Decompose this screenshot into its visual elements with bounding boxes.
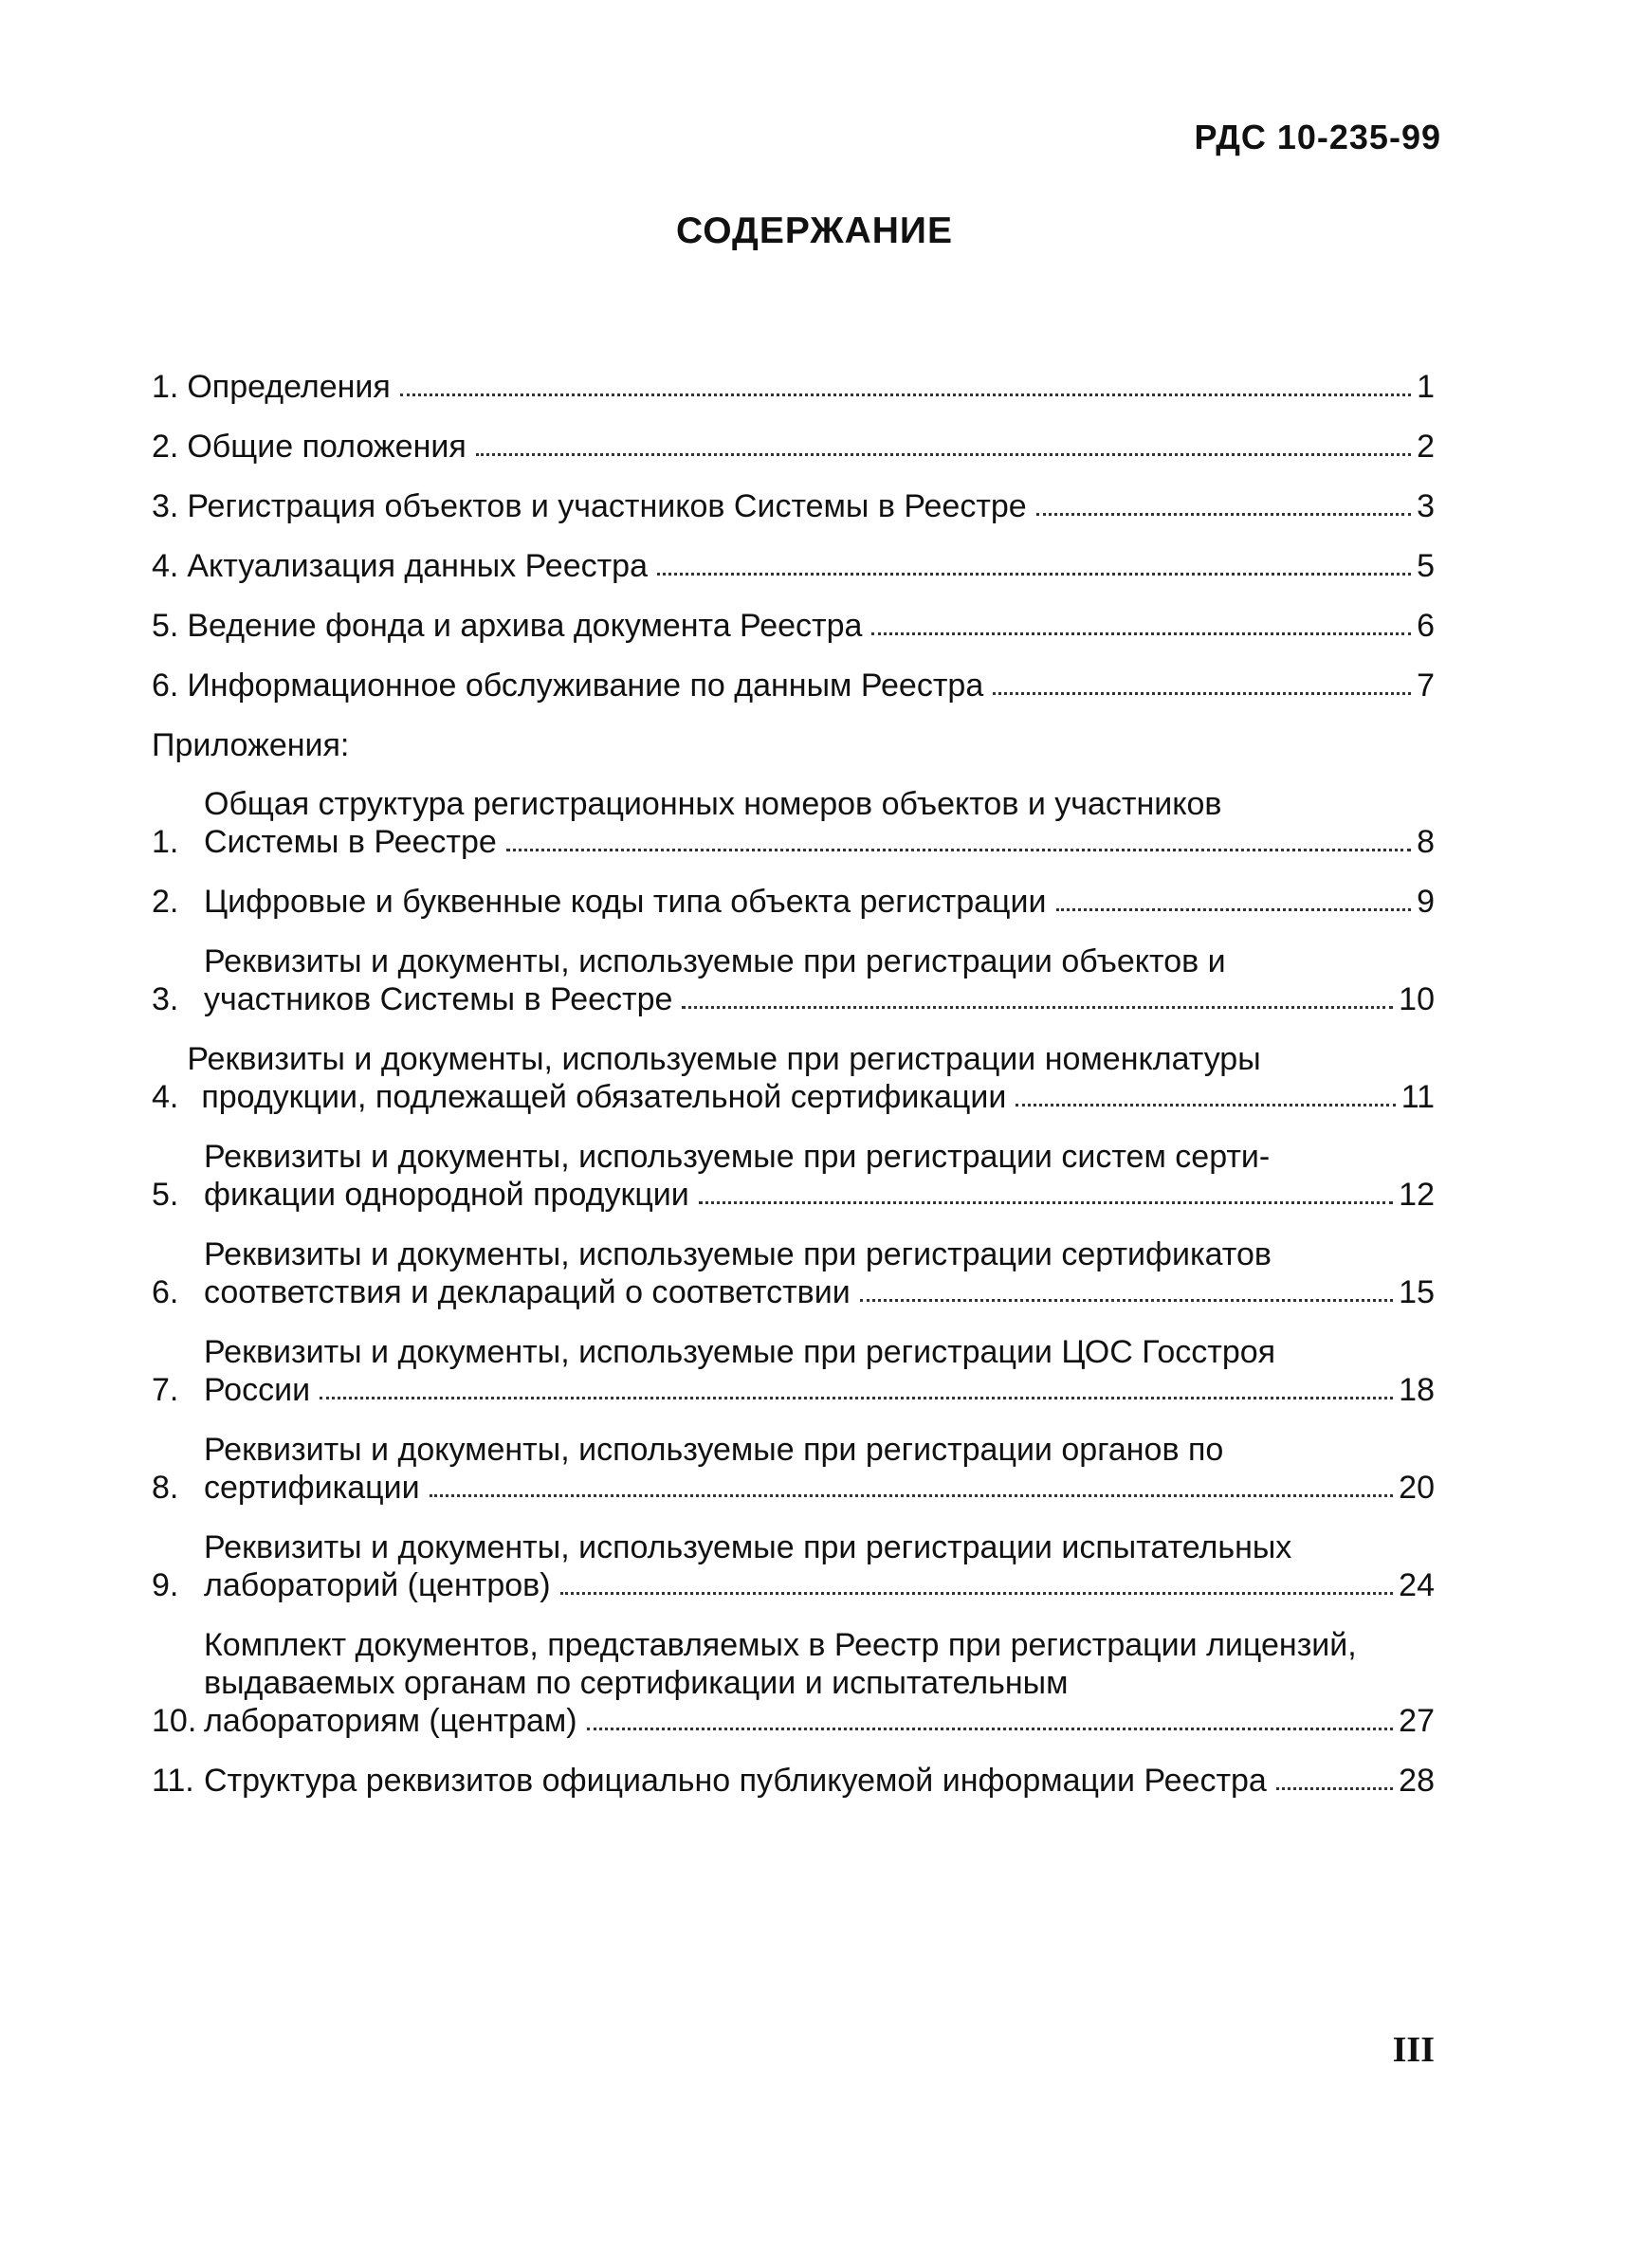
toc-entry-title-continued: фикации однородной продукции	[204, 1177, 689, 1213]
toc-entry-number: 5.	[152, 608, 179, 644]
toc-entry-appendix-4	[152, 1040, 1435, 1116]
toc-entry-title-continued: продукции, подлежащей обязательной сертификации	[201, 1079, 1007, 1115]
dot-leader	[682, 1006, 1393, 1009]
toc-entry-section-2	[152, 428, 1435, 466]
toc-entry-title-continued: участников Системы в Реестре	[204, 981, 673, 1017]
toc-entry-title: Актуализация данных Реестра	[187, 548, 649, 584]
toc-entry-title-continued: лабораториям (центрам)	[204, 1703, 577, 1739]
toc-entry-number: 10.	[152, 1703, 197, 1739]
toc-entry-section-5	[152, 607, 1435, 645]
toc-entry-title: Комплект документов, представляемых в Реестр при регистрации лицензий, выдаваемых органам по сертификации и испытательным	[204, 1627, 1357, 1701]
toc-entry-page: 1	[1417, 369, 1435, 405]
dot-leader	[860, 1299, 1393, 1302]
toc-entry-appendix-6	[152, 1235, 1435, 1311]
dot-leader	[476, 453, 1411, 456]
dot-leader	[560, 1592, 1394, 1595]
toc-entry-number: 8.	[152, 1470, 179, 1506]
table-of-contents	[152, 368, 1435, 1821]
toc-entry-title: Определения	[187, 369, 391, 405]
toc-entry-title-continued: России	[204, 1372, 311, 1408]
toc-entry-number: 4.	[152, 1079, 179, 1115]
dot-leader	[1056, 908, 1412, 911]
appendices-heading: Приложения:	[152, 727, 350, 763]
toc-entry-number: 2.	[152, 884, 179, 920]
toc-entry-title: Реквизиты и документы, используемые при регистрации номенклатуры	[187, 1041, 1261, 1077]
dot-leader	[657, 573, 1411, 576]
page-number: III	[1392, 2030, 1435, 2070]
toc-entry-page: 9	[1417, 884, 1435, 920]
toc-entry-number: 5.	[152, 1177, 179, 1213]
toc-entry-page: 2	[1417, 429, 1435, 465]
toc-entry-page: 10	[1399, 981, 1435, 1017]
toc-entry-page: 5	[1417, 548, 1435, 584]
dot-leader	[506, 849, 1411, 851]
dot-leader	[430, 1494, 1394, 1497]
toc-entry-appendix-7	[152, 1333, 1435, 1409]
dot-leader	[1036, 513, 1411, 516]
toc-entry-page: 28	[1399, 1763, 1435, 1799]
toc-entry-number: 1.	[152, 369, 179, 405]
toc-entry-number: 6.	[152, 668, 179, 704]
document-code: РДС 10-235-99	[1194, 118, 1441, 156]
toc-entry-page: 7	[1417, 668, 1435, 704]
toc-entry-number: 4.	[152, 548, 179, 584]
toc-entry-number: 11.	[152, 1763, 194, 1799]
dot-leader	[320, 1397, 1393, 1399]
toc-entry-title: Регистрация объектов и участников Системы в Реестре	[187, 488, 1027, 524]
toc-entry-page: 27	[1399, 1703, 1435, 1739]
toc-entry-page: 20	[1399, 1470, 1435, 1506]
toc-entry-section-6	[152, 667, 1435, 704]
toc-entry-page: 6	[1417, 608, 1435, 644]
toc-entry-number: 6.	[152, 1274, 179, 1310]
toc-entry-number: 2.	[152, 429, 179, 465]
toc-entry-title: Общая структура регистрационных номеров объектов и участников	[204, 786, 1222, 822]
toc-entry-title: Реквизиты и документы, используемые при регистрации испытательных	[204, 1529, 1292, 1565]
toc-entry-number: 9.	[152, 1567, 179, 1603]
toc-entry-title: Реквизиты и документы, используемые при регистрации органов по	[204, 1432, 1224, 1468]
toc-entry-page: 8	[1417, 824, 1435, 860]
page-title: СОДЕРЖАНИЕ	[676, 210, 953, 251]
toc-entry-appendix-8	[152, 1431, 1435, 1507]
toc-entry-page: 11	[1400, 1079, 1435, 1115]
toc-entry-number: 7.	[152, 1372, 179, 1408]
toc-entry-page: 15	[1399, 1274, 1435, 1310]
toc-entry-title: Реквизиты и документы, используемые при регистрации систем серти-	[204, 1139, 1271, 1175]
toc-entry-page: 12	[1399, 1177, 1435, 1213]
toc-entry-title: Цифровые и буквенные коды типа объекта регистрации	[204, 884, 1047, 920]
toc-entry-appendix-1	[152, 785, 1435, 861]
toc-entry-title-continued: соответствия и деклараций о соответствии	[204, 1274, 851, 1310]
toc-entry-title: Реквизиты и документы, используемые при регистрации объектов и	[204, 943, 1226, 979]
toc-entry-page: 18	[1399, 1372, 1435, 1408]
toc-entry-title: Ведение фонда и архива документа Реестра	[187, 608, 863, 644]
toc-entry-appendix-9	[152, 1528, 1435, 1604]
toc-entry-appendix-5	[152, 1138, 1435, 1214]
dot-leader	[1016, 1104, 1395, 1107]
dot-leader	[871, 632, 1411, 635]
toc-entry-number: 3.	[152, 488, 179, 524]
toc-entry-page: 3	[1417, 488, 1435, 524]
toc-entry-title: Реквизиты и документы, используемые при регистрации ЦОС Госстроя	[204, 1334, 1276, 1370]
toc-entry-number: 3.	[152, 981, 179, 1017]
toc-entry-page: 24	[1399, 1567, 1435, 1603]
toc-entry-number: 1.	[152, 824, 179, 860]
dot-leader	[993, 692, 1411, 695]
dot-leader	[699, 1201, 1393, 1204]
toc-entry-appendix-2	[152, 883, 1435, 921]
dot-leader	[400, 393, 1411, 396]
toc-entry-title: Реквизиты и документы, используемые при регистрации сертификатов	[204, 1236, 1272, 1272]
dot-leader	[1276, 1787, 1393, 1790]
toc-entry-title: Информационное обслуживание по данным Реестра	[187, 668, 984, 704]
toc-entry-appendix-10	[152, 1626, 1435, 1740]
toc-entry-section-3	[152, 487, 1435, 525]
toc-entry-title-continued: сертификации	[204, 1470, 420, 1506]
toc-entry-title-continued: лабораторий (центров)	[204, 1567, 551, 1603]
toc-entry-appendix-3	[152, 942, 1435, 1018]
toc-entry-title: Общие положения	[187, 429, 467, 465]
toc-entry-title: Структура реквизитов официально публикуемой информации Реестра	[204, 1763, 1267, 1799]
toc-entry-title-continued: Системы в Реестре	[204, 824, 497, 860]
dot-leader	[587, 1728, 1394, 1730]
toc-entry-section-4	[152, 547, 1435, 585]
toc-entry-appendix-11	[152, 1762, 1435, 1800]
toc-entry-section-1	[152, 368, 1435, 406]
